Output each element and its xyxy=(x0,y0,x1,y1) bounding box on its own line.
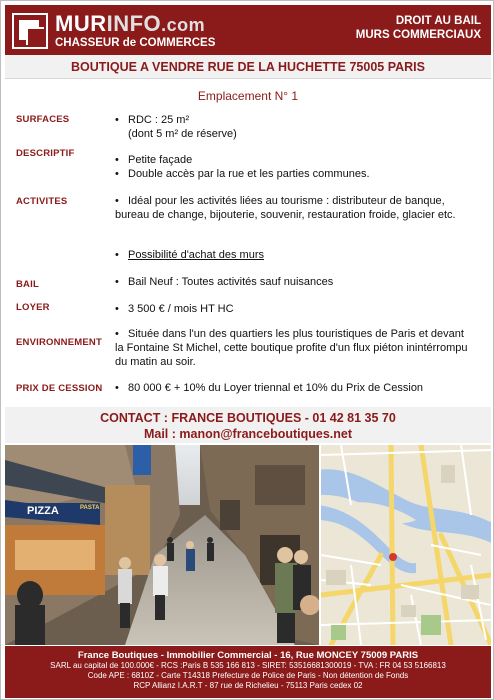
activites-value: • Idéal pour les activités liées au tourisme : distributeur de banque, bureau de change, bijouterie, souvenir, restauration froide, glacier etc. xyxy=(115,195,456,221)
brand-tagline: CHASSEUR de COMMERCES xyxy=(55,37,216,49)
contact-block xyxy=(5,407,491,443)
footer-address: France Boutiques - Immobilier Commercial - 16, Rue MONCEY 75009 PARIS xyxy=(77,650,419,661)
street-sign-icon xyxy=(133,445,151,475)
contact-phone: CONTACT : FRANCE BOUTIQUES - 01 42 81 35 70 xyxy=(100,411,396,425)
achat-murs-value: • Possibilité d'achat des murs xyxy=(115,249,264,261)
environnement-label: ENVIRONNEMENT xyxy=(16,337,102,348)
header-banner xyxy=(5,5,491,55)
footer-legal-1: SARL au capital de 100.000€ - RCS :Paris B 535 166 813 - SIRET: 53516681300019 - TVA : FR 04 53 5166813 xyxy=(50,661,446,670)
loyer-label: LOYER xyxy=(16,302,50,313)
surfaces-label: SURFACES xyxy=(16,114,70,125)
footer-legal-3: RCP Allianz I.A.R.T - 87 rue de Richelieu - 75113 Paris cedex 02 xyxy=(133,681,363,690)
descriptif-label: DESCRIPTIF xyxy=(16,148,75,159)
pasta-sign-text: PASTA xyxy=(80,505,100,511)
bail-value: • Bail Neuf : Toutes activités sauf nuisances xyxy=(115,276,334,288)
prix-value: • 80 000 € + 10% du Loyer triennal et 10% du Prix de Cession xyxy=(115,382,424,394)
location-pin-icon xyxy=(389,553,397,561)
surfaces-value: • RDC : 25 m² (dont 5 m² de réserve) xyxy=(115,114,237,140)
contact-mail[interactable]: Mail : manon@franceboutiques.net xyxy=(143,427,353,441)
header-services: DROIT AU BAIL MURS COMMERCIAUX xyxy=(355,15,481,41)
prix-label: PRIX DE CESSION xyxy=(16,383,103,394)
descriptif-value: • Petite façade • Double accès par la rue et les parties communes. xyxy=(115,154,370,180)
street-photo xyxy=(5,445,319,645)
bail-label: BAIL xyxy=(16,279,39,290)
brand-name: MURINFO.com xyxy=(55,11,206,36)
footer-legal-2: Code APE : 6810Z - Carte T14318 Prefecture de Police de Paris - Non détention de Fonds xyxy=(87,671,409,680)
page-title: BOUTIQUE A VENDRE RUE DE LA HUCHETTE 75005 PARIS xyxy=(5,55,491,79)
emplacement-number: Emplacement N° 1 xyxy=(197,89,299,103)
location-map xyxy=(321,445,491,645)
footer xyxy=(5,646,491,698)
loyer-value: • 3 500 € / mois HT HC xyxy=(115,303,234,315)
murinfo-logo-icon xyxy=(12,13,48,49)
activites-label: ACTIVITES xyxy=(16,196,68,207)
pizza-sign-text: PIZZA xyxy=(27,505,59,517)
environnement-value: • Située dans l'un des quartiers les plus touristiques de Paris et devant la Fontaine St Michel, cette boutique profite d'un flux piéton inintérrompu du matin au soir. xyxy=(115,328,468,368)
